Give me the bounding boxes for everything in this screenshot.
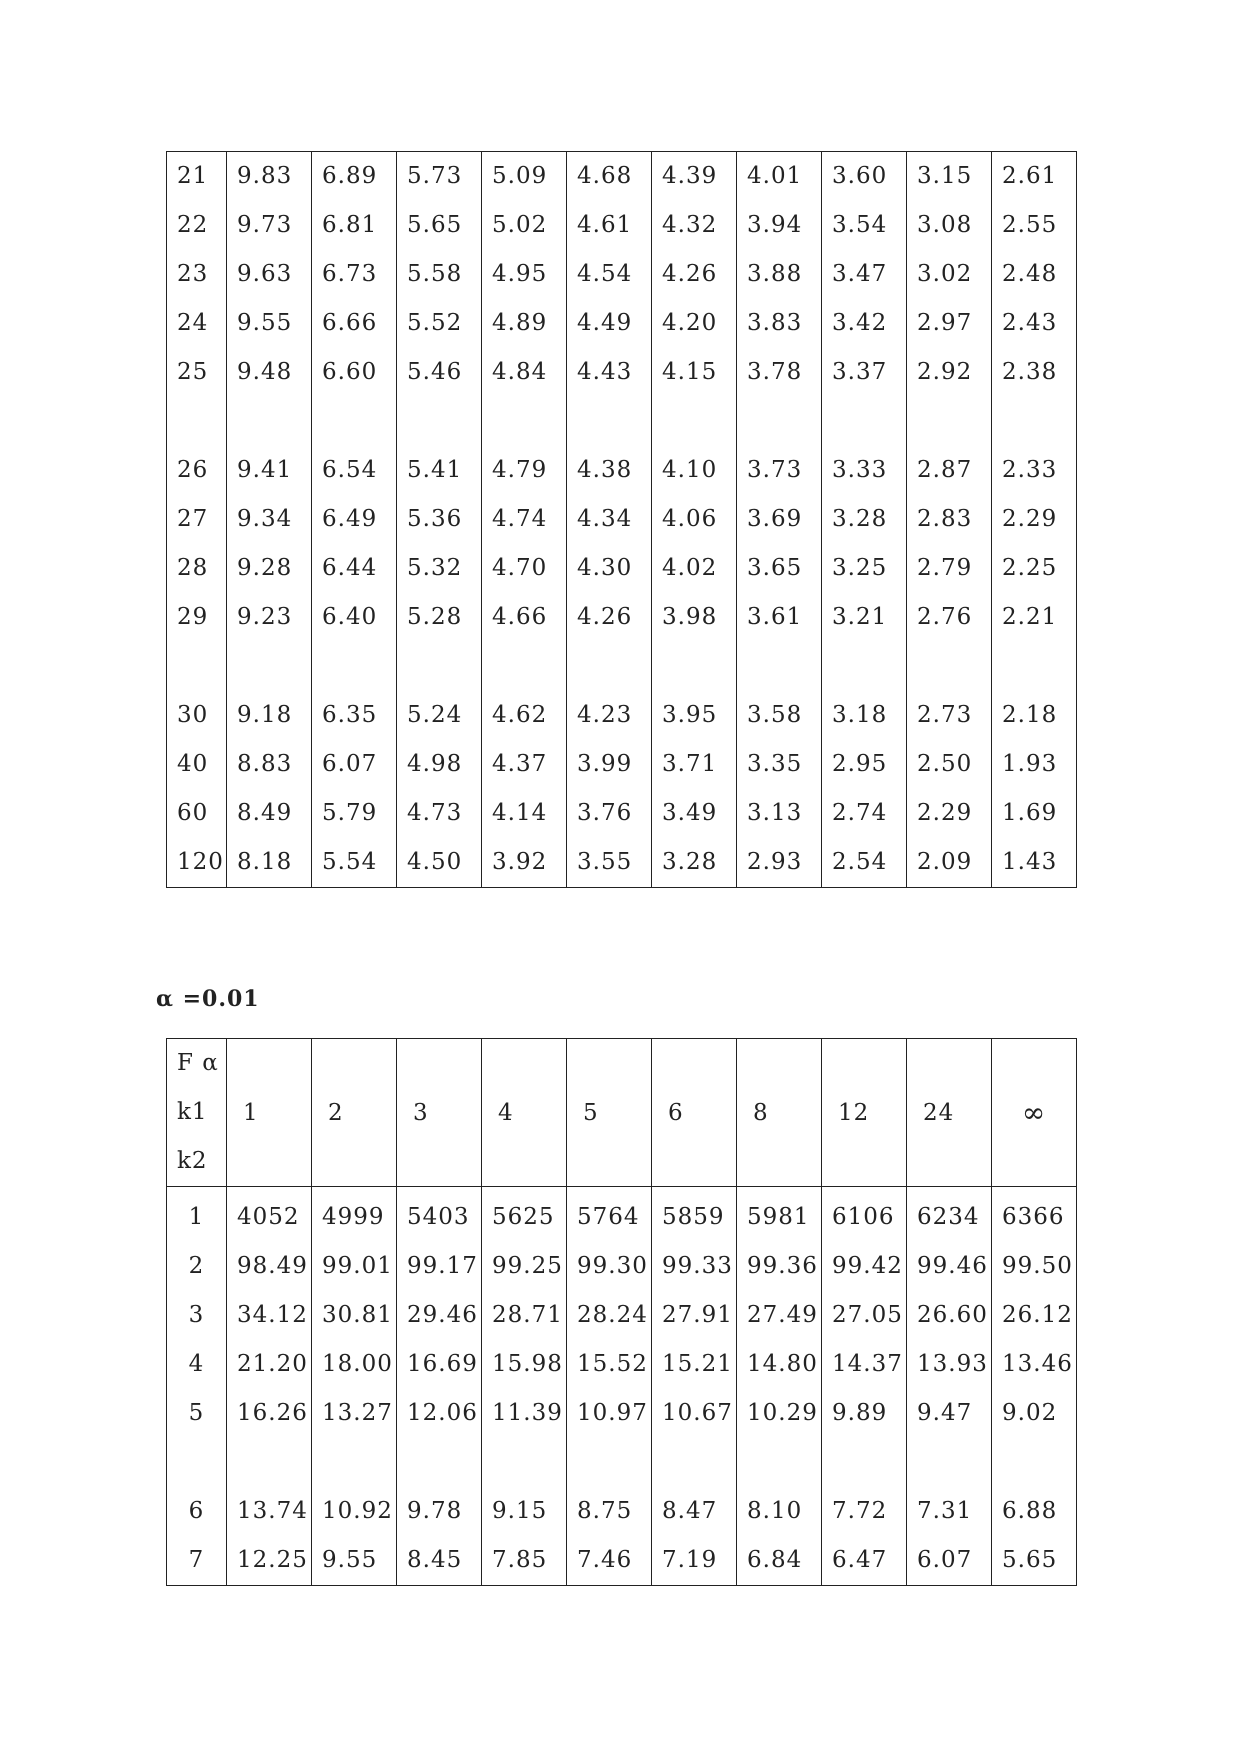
value-cell: 4.14	[482, 789, 567, 838]
value-cell: 7.31	[907, 1487, 992, 1536]
value-cell: 2.55	[992, 201, 1077, 250]
value-cell: 13.46	[992, 1340, 1077, 1389]
value-cell: 3.58	[737, 691, 822, 740]
value-cell: 98.49	[227, 1242, 312, 1291]
value-cell: 6.89	[312, 152, 397, 202]
value-cell: 21.20	[227, 1340, 312, 1389]
value-cell: 10.97	[567, 1389, 652, 1438]
value-cell: 7.85	[482, 1536, 567, 1586]
value-cell: 6106	[822, 1187, 907, 1243]
value-cell: 3.42	[822, 299, 907, 348]
k1-header: 6	[652, 1039, 737, 1187]
spacer-cell	[482, 397, 567, 446]
value-cell: 6.44	[312, 544, 397, 593]
value-cell: 2.54	[822, 838, 907, 888]
value-cell: 3.25	[822, 544, 907, 593]
value-cell: 4.34	[567, 495, 652, 544]
value-cell: 8.18	[227, 838, 312, 888]
spacer-cell	[907, 397, 992, 446]
table-row	[167, 250, 1077, 299]
value-cell: 2.97	[907, 299, 992, 348]
value-cell: 3.69	[737, 495, 822, 544]
value-cell: 3.95	[652, 691, 737, 740]
value-cell: 8.83	[227, 740, 312, 789]
value-cell: 6.60	[312, 348, 397, 397]
value-cell: 2.76	[907, 593, 992, 642]
value-cell: 4.38	[567, 446, 652, 495]
value-cell: 27.49	[737, 1291, 822, 1340]
table-row	[167, 740, 1077, 789]
value-cell: 5.02	[482, 201, 567, 250]
k2-cell: 2	[167, 1242, 227, 1291]
value-cell: 99.01	[312, 1242, 397, 1291]
value-cell: 6.07	[312, 740, 397, 789]
spacer-cell	[567, 1438, 652, 1487]
value-cell: 4.54	[567, 250, 652, 299]
spacer-cell	[737, 397, 822, 446]
value-cell: 3.94	[737, 201, 822, 250]
value-cell: 4.49	[567, 299, 652, 348]
value-cell: 6.40	[312, 593, 397, 642]
corner-cell	[167, 1039, 227, 1187]
value-cell: 8.49	[227, 789, 312, 838]
spacer-cell	[167, 642, 227, 691]
value-cell: 5.41	[397, 446, 482, 495]
value-cell: 2.33	[992, 446, 1077, 495]
value-cell: 28.71	[482, 1291, 567, 1340]
value-cell: 34.12	[227, 1291, 312, 1340]
corner-k2: k2	[177, 1148, 208, 1174]
value-cell: 3.08	[907, 201, 992, 250]
spacer-row	[167, 1438, 1077, 1487]
value-cell: 3.88	[737, 250, 822, 299]
value-cell: 30.81	[312, 1291, 397, 1340]
value-cell: 5.65	[992, 1536, 1077, 1586]
value-cell: 3.99	[567, 740, 652, 789]
spacer-cell	[167, 1438, 227, 1487]
value-cell: 4.61	[567, 201, 652, 250]
corner-f-alpha: F α	[177, 1050, 219, 1076]
value-cell: 9.55	[227, 299, 312, 348]
k2-cell: 29	[167, 593, 227, 642]
value-cell: 4.66	[482, 593, 567, 642]
value-cell: 3.13	[737, 789, 822, 838]
k2-cell: 25	[167, 348, 227, 397]
spacer-cell	[482, 642, 567, 691]
value-cell: 27.05	[822, 1291, 907, 1340]
corner-k1: k1	[177, 1099, 208, 1125]
value-cell: 3.55	[567, 838, 652, 888]
value-cell: 13.74	[227, 1487, 312, 1536]
k2-cell: 23	[167, 250, 227, 299]
k1-header: ∞	[992, 1039, 1077, 1187]
value-cell: 6234	[907, 1187, 992, 1243]
value-cell: 6.88	[992, 1487, 1077, 1536]
k1-header: 24	[907, 1039, 992, 1187]
spacer-cell	[652, 642, 737, 691]
value-cell: 3.71	[652, 740, 737, 789]
value-cell: 2.38	[992, 348, 1077, 397]
value-cell: 12.25	[227, 1536, 312, 1586]
value-cell: 3.73	[737, 446, 822, 495]
spacer-cell	[992, 642, 1077, 691]
value-cell: 2.87	[907, 446, 992, 495]
spacer-cell	[737, 642, 822, 691]
value-cell: 9.83	[227, 152, 312, 202]
spacer-cell	[227, 642, 312, 691]
table-row	[167, 495, 1077, 544]
value-cell: 9.55	[312, 1536, 397, 1586]
spacer-cell	[737, 1438, 822, 1487]
k2-cell: 60	[167, 789, 227, 838]
table-row	[167, 544, 1077, 593]
spacer-row	[167, 397, 1077, 446]
value-cell: 3.92	[482, 838, 567, 888]
value-cell: 2.83	[907, 495, 992, 544]
value-cell: 4.70	[482, 544, 567, 593]
value-cell: 4.02	[652, 544, 737, 593]
table-row	[167, 593, 1077, 642]
value-cell: 4.95	[482, 250, 567, 299]
spacer-cell	[992, 1438, 1077, 1487]
k2-cell: 7	[167, 1536, 227, 1586]
spacer-cell	[567, 642, 652, 691]
k1-header: 3	[397, 1039, 482, 1187]
value-cell: 99.25	[482, 1242, 567, 1291]
table-row	[167, 691, 1077, 740]
value-cell: 4.98	[397, 740, 482, 789]
value-cell: 5.65	[397, 201, 482, 250]
value-cell: 1.43	[992, 838, 1077, 888]
value-cell: 5.36	[397, 495, 482, 544]
value-cell: 14.80	[737, 1340, 822, 1389]
spacer-cell	[567, 397, 652, 446]
value-cell: 2.48	[992, 250, 1077, 299]
spacer-cell	[397, 642, 482, 691]
table-row	[167, 1487, 1077, 1536]
table-row	[167, 789, 1077, 838]
spacer-cell	[482, 1438, 567, 1487]
table-row	[167, 1389, 1077, 1438]
value-cell: 5.32	[397, 544, 482, 593]
value-cell: 8.47	[652, 1487, 737, 1536]
value-cell: 6.47	[822, 1536, 907, 1586]
spacer-row	[167, 642, 1077, 691]
alpha-label: α =0.01	[156, 986, 260, 1012]
value-cell: 18.00	[312, 1340, 397, 1389]
value-cell: 8.45	[397, 1536, 482, 1586]
value-cell: 9.18	[227, 691, 312, 740]
value-cell: 4999	[312, 1187, 397, 1243]
spacer-cell	[227, 397, 312, 446]
spacer-cell	[652, 1438, 737, 1487]
table-row	[167, 1187, 1077, 1243]
value-cell: 3.02	[907, 250, 992, 299]
value-cell: 8.75	[567, 1487, 652, 1536]
value-cell: 2.73	[907, 691, 992, 740]
table-row	[167, 1291, 1077, 1340]
f-table-alpha-001-body	[167, 1187, 1077, 1586]
value-cell: 28.24	[567, 1291, 652, 1340]
value-cell: 2.74	[822, 789, 907, 838]
value-cell: 15.52	[567, 1340, 652, 1389]
value-cell: 4.20	[652, 299, 737, 348]
value-cell: 3.15	[907, 152, 992, 202]
value-cell: 99.46	[907, 1242, 992, 1291]
value-cell: 2.29	[992, 495, 1077, 544]
value-cell: 10.92	[312, 1487, 397, 1536]
k2-cell: 21	[167, 152, 227, 202]
table-row	[167, 201, 1077, 250]
value-cell: 4.50	[397, 838, 482, 888]
table-row	[167, 348, 1077, 397]
value-cell: 2.21	[992, 593, 1077, 642]
value-cell: 3.54	[822, 201, 907, 250]
value-cell: 9.89	[822, 1389, 907, 1438]
value-cell: 3.21	[822, 593, 907, 642]
value-cell: 6366	[992, 1187, 1077, 1243]
value-cell: 9.23	[227, 593, 312, 642]
value-cell: 5.28	[397, 593, 482, 642]
value-cell: 2.92	[907, 348, 992, 397]
value-cell: 5.24	[397, 691, 482, 740]
value-cell: 4.01	[737, 152, 822, 202]
spacer-cell	[167, 397, 227, 446]
value-cell: 9.28	[227, 544, 312, 593]
value-cell: 5625	[482, 1187, 567, 1243]
value-cell: 6.49	[312, 495, 397, 544]
spacer-cell	[822, 1438, 907, 1487]
value-cell: 13.93	[907, 1340, 992, 1389]
value-cell: 3.28	[822, 495, 907, 544]
f-table-continued	[166, 151, 1077, 888]
value-cell: 6.07	[907, 1536, 992, 1586]
k1-header: 8	[737, 1039, 822, 1187]
table-row	[167, 299, 1077, 348]
k2-cell: 1	[167, 1187, 227, 1243]
f-table-continued-body	[167, 152, 1077, 888]
value-cell: 2.95	[822, 740, 907, 789]
value-cell: 4.73	[397, 789, 482, 838]
value-cell: 5.52	[397, 299, 482, 348]
k2-cell: 26	[167, 446, 227, 495]
value-cell: 4.89	[482, 299, 567, 348]
table-row	[167, 1536, 1077, 1586]
value-cell: 12.06	[397, 1389, 482, 1438]
value-cell: 4.79	[482, 446, 567, 495]
value-cell: 9.63	[227, 250, 312, 299]
value-cell: 4.26	[652, 250, 737, 299]
k2-cell: 120	[167, 838, 227, 888]
value-cell: 5.73	[397, 152, 482, 202]
value-cell: 3.37	[822, 348, 907, 397]
value-cell: 3.33	[822, 446, 907, 495]
k2-cell: 24	[167, 299, 227, 348]
table-row	[167, 838, 1077, 888]
value-cell: 2.18	[992, 691, 1077, 740]
value-cell: 5981	[737, 1187, 822, 1243]
value-cell: 6.66	[312, 299, 397, 348]
value-cell: 3.65	[737, 544, 822, 593]
value-cell: 10.67	[652, 1389, 737, 1438]
value-cell: 4.43	[567, 348, 652, 397]
value-cell: 3.47	[822, 250, 907, 299]
value-cell: 6.81	[312, 201, 397, 250]
value-cell: 5.58	[397, 250, 482, 299]
value-cell: 8.10	[737, 1487, 822, 1536]
value-cell: 5859	[652, 1187, 737, 1243]
value-cell: 6.73	[312, 250, 397, 299]
value-cell: 99.33	[652, 1242, 737, 1291]
value-cell: 6.35	[312, 691, 397, 740]
value-cell: 3.35	[737, 740, 822, 789]
value-cell: 14.37	[822, 1340, 907, 1389]
spacer-cell	[992, 397, 1077, 446]
spacer-cell	[822, 397, 907, 446]
value-cell: 1.69	[992, 789, 1077, 838]
value-cell: 99.30	[567, 1242, 652, 1291]
value-cell: 7.46	[567, 1536, 652, 1586]
spacer-cell	[312, 642, 397, 691]
value-cell: 9.47	[907, 1389, 992, 1438]
value-cell: 9.78	[397, 1487, 482, 1536]
value-cell: 26.60	[907, 1291, 992, 1340]
value-cell: 1.93	[992, 740, 1077, 789]
value-cell: 13.27	[312, 1389, 397, 1438]
table-row	[167, 152, 1077, 202]
value-cell: 4.15	[652, 348, 737, 397]
k1-header: 12	[822, 1039, 907, 1187]
value-cell: 27.91	[652, 1291, 737, 1340]
table-row	[167, 1340, 1077, 1389]
value-cell: 4.30	[567, 544, 652, 593]
value-cell: 10.29	[737, 1389, 822, 1438]
value-cell: 5403	[397, 1187, 482, 1243]
k2-cell: 6	[167, 1487, 227, 1536]
spacer-cell	[227, 1438, 312, 1487]
value-cell: 3.76	[567, 789, 652, 838]
table-row	[167, 446, 1077, 495]
spacer-cell	[652, 397, 737, 446]
value-cell: 5.79	[312, 789, 397, 838]
value-cell: 9.34	[227, 495, 312, 544]
value-cell: 9.41	[227, 446, 312, 495]
value-cell: 4.84	[482, 348, 567, 397]
k1-header: 4	[482, 1039, 567, 1187]
value-cell: 4.68	[567, 152, 652, 202]
value-cell: 3.61	[737, 593, 822, 642]
value-cell: 6.54	[312, 446, 397, 495]
spacer-cell	[312, 1438, 397, 1487]
value-cell: 3.28	[652, 838, 737, 888]
value-cell: 9.48	[227, 348, 312, 397]
value-cell: 5.46	[397, 348, 482, 397]
table-row	[167, 1242, 1077, 1291]
value-cell: 99.36	[737, 1242, 822, 1291]
k2-cell: 3	[167, 1291, 227, 1340]
value-cell: 9.15	[482, 1487, 567, 1536]
value-cell: 4.06	[652, 495, 737, 544]
value-cell: 4.32	[652, 201, 737, 250]
header-row	[167, 1039, 1077, 1187]
k2-cell: 22	[167, 201, 227, 250]
value-cell: 7.72	[822, 1487, 907, 1536]
spacer-cell	[822, 642, 907, 691]
k2-cell: 5	[167, 1389, 227, 1438]
value-cell: 4.23	[567, 691, 652, 740]
value-cell: 29.46	[397, 1291, 482, 1340]
value-cell: 9.02	[992, 1389, 1077, 1438]
value-cell: 2.61	[992, 152, 1077, 202]
value-cell: 7.19	[652, 1536, 737, 1586]
value-cell: 16.69	[397, 1340, 482, 1389]
value-cell: 4.37	[482, 740, 567, 789]
value-cell: 15.21	[652, 1340, 737, 1389]
value-cell: 5.09	[482, 152, 567, 202]
value-cell: 4.62	[482, 691, 567, 740]
k2-cell: 4	[167, 1340, 227, 1389]
value-cell: 3.18	[822, 691, 907, 740]
k2-cell: 27	[167, 495, 227, 544]
spacer-cell	[312, 397, 397, 446]
value-cell: 3.78	[737, 348, 822, 397]
k2-cell: 28	[167, 544, 227, 593]
k1-header: 1	[227, 1039, 312, 1187]
value-cell: 99.50	[992, 1242, 1077, 1291]
value-cell: 4052	[227, 1187, 312, 1243]
value-cell: 3.60	[822, 152, 907, 202]
value-cell: 99.17	[397, 1242, 482, 1291]
k1-header: 2	[312, 1039, 397, 1187]
k1-header: 5	[567, 1039, 652, 1187]
value-cell: 4.10	[652, 446, 737, 495]
value-cell: 2.50	[907, 740, 992, 789]
spacer-cell	[397, 397, 482, 446]
value-cell: 3.98	[652, 593, 737, 642]
k2-cell: 30	[167, 691, 227, 740]
value-cell: 9.73	[227, 201, 312, 250]
k2-cell: 40	[167, 740, 227, 789]
value-cell: 2.29	[907, 789, 992, 838]
value-cell: 2.25	[992, 544, 1077, 593]
spacer-cell	[907, 1438, 992, 1487]
value-cell: 99.42	[822, 1242, 907, 1291]
value-cell: 4.26	[567, 593, 652, 642]
value-cell: 3.49	[652, 789, 737, 838]
value-cell: 11.39	[482, 1389, 567, 1438]
value-cell: 26.12	[992, 1291, 1077, 1340]
value-cell: 2.43	[992, 299, 1077, 348]
f-table-alpha-001	[166, 1038, 1077, 1586]
value-cell: 6.84	[737, 1536, 822, 1586]
value-cell: 2.79	[907, 544, 992, 593]
value-cell: 4.39	[652, 152, 737, 202]
value-cell: 4.74	[482, 495, 567, 544]
value-cell: 15.98	[482, 1340, 567, 1389]
value-cell: 2.09	[907, 838, 992, 888]
value-cell: 2.93	[737, 838, 822, 888]
value-cell: 3.83	[737, 299, 822, 348]
value-cell: 16.26	[227, 1389, 312, 1438]
spacer-cell	[907, 642, 992, 691]
spacer-cell	[397, 1438, 482, 1487]
value-cell: 5.54	[312, 838, 397, 888]
value-cell: 5764	[567, 1187, 652, 1243]
